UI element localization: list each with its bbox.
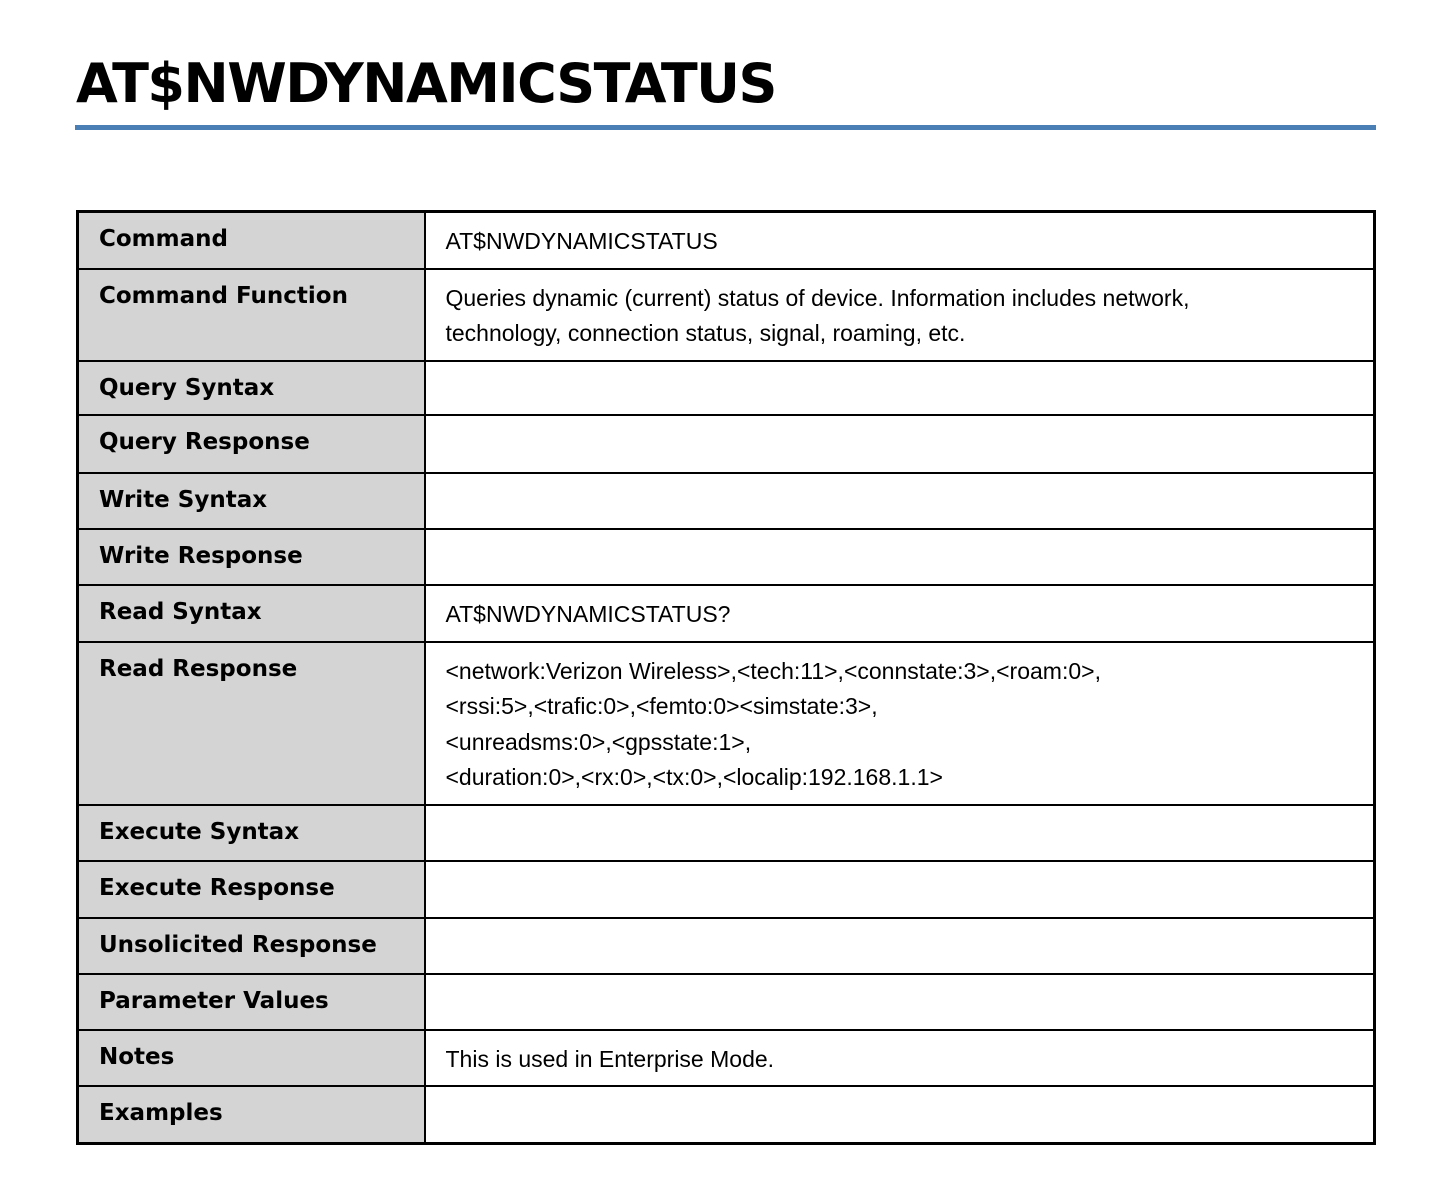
value-line: This is used in Enterprise Mode. [445, 1045, 775, 1072]
table-row-write-response [78, 529, 1375, 585]
table-row-query-syntax [78, 361, 1375, 415]
value-line: AT$NWDYNAMICSTATUS? [445, 600, 731, 627]
spec-table-body [78, 212, 1375, 1144]
row-label: Read Response [78, 642, 425, 805]
row-value [425, 861, 1375, 918]
table-row-unsolicited-response [78, 918, 1375, 974]
table-row-read-response [78, 642, 1375, 805]
table-row-read-syntax [78, 585, 1375, 642]
table-row-query-response [78, 415, 1375, 473]
row-label: Query Response [78, 415, 425, 473]
title-divider [75, 125, 1376, 130]
row-label: Unsolicited Response [78, 918, 425, 974]
row-value [425, 1086, 1375, 1143]
table-row-parameter-values [78, 974, 1375, 1030]
row-value [425, 529, 1375, 585]
row-label: Notes [78, 1030, 425, 1087]
row-label: Execute Syntax [78, 805, 425, 861]
value-line: <rssi:5>,<trafic:0>,<femto:0><simstate:3>, [445, 693, 878, 719]
row-value [425, 415, 1375, 473]
value-line: technology, connection status, signal, roaming, etc. [445, 320, 966, 346]
table-row-write-syntax [78, 473, 1375, 529]
value-line: <network:Verizon Wireless>,<tech:11>,<connstate:3>,<roam:0>, [445, 657, 1101, 684]
table-row-execute-response [78, 861, 1375, 918]
row-value [425, 361, 1375, 415]
value-line: Queries dynamic (current) status of device. Information includes network, [445, 284, 1190, 311]
row-value [425, 642, 1375, 805]
table-row-command-function [78, 269, 1375, 361]
row-value [425, 805, 1375, 861]
row-label: Write Response [78, 529, 425, 585]
row-value [425, 585, 1375, 642]
row-label: Command [78, 212, 425, 269]
table-row-command [78, 212, 1375, 269]
row-label: Examples [78, 1086, 425, 1143]
row-label: Parameter Values [78, 974, 425, 1030]
row-value [425, 269, 1375, 361]
row-value [425, 974, 1375, 1030]
table-row-examples [78, 1086, 1375, 1143]
value-line: <duration:0>,<rx:0>,<tx:0>,<localip:192.168.1.1> [445, 764, 943, 790]
row-label: Command Function [78, 269, 425, 361]
row-label: Read Syntax [78, 585, 425, 642]
row-label: Write Syntax [78, 473, 425, 529]
row-value [425, 473, 1375, 529]
table-row-execute-syntax [78, 805, 1375, 861]
row-value [425, 212, 1375, 269]
row-label: Query Syntax [78, 361, 425, 415]
page-title: AT$NWDYNAMICSTATUS [76, 52, 776, 115]
table-row-notes [78, 1030, 1375, 1087]
command-spec-table [76, 210, 1376, 1145]
row-value [425, 918, 1375, 974]
value-line: AT$NWDYNAMICSTATUS [445, 228, 718, 254]
row-label: Execute Response [78, 861, 425, 918]
value-line: <unreadsms:0>,<gpsstate:1>, [445, 728, 752, 755]
row-value [425, 1030, 1375, 1087]
